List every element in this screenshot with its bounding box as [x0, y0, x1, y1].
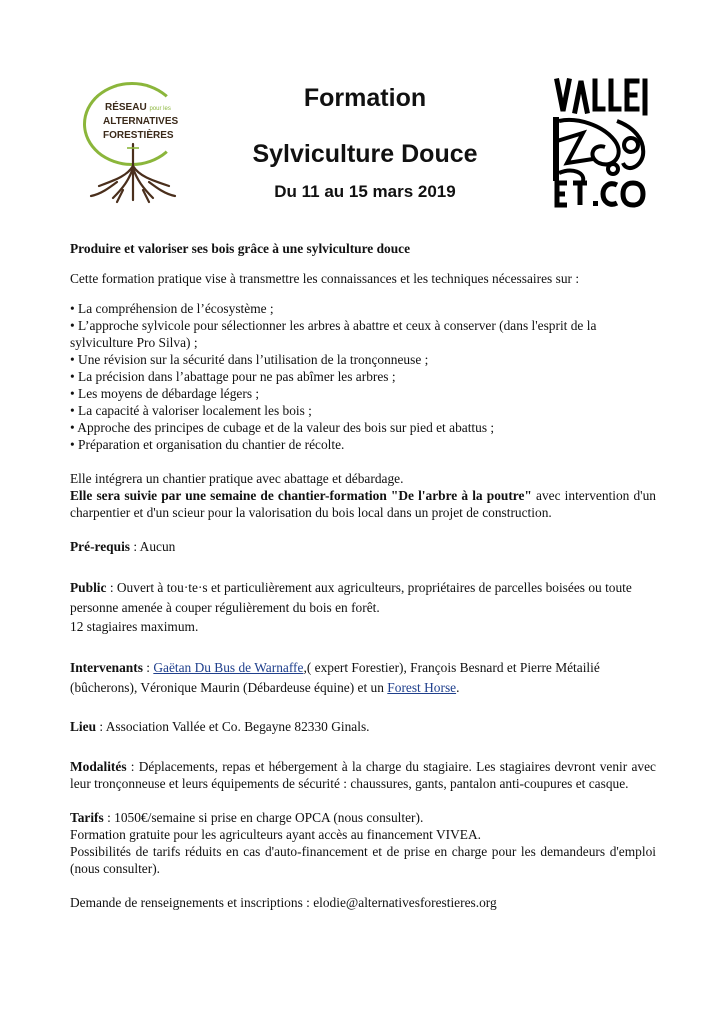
- logo-line-3: FORESTIÈRES: [103, 130, 174, 141]
- logo-line-1: RÉSEAU pour les: [105, 102, 171, 113]
- intro-paragraph: Cette formation pratique vise à transmettre les connaissances et les techniques nécessaires sur :: [70, 271, 580, 286]
- list-item: • Les moyens de débardage légers ;: [70, 386, 260, 401]
- list-item: • La capacité à valoriser localement les bois ;: [70, 403, 312, 418]
- list-item: • Préparation et organisation du chantier de récolte.: [70, 437, 345, 452]
- intervenants-label: Intervenants: [70, 660, 143, 675]
- public-label: Public: [70, 580, 107, 595]
- suivie-bold-text: Elle sera suivie par une semaine de chantier-formation "De l'arbre à la poutre": [70, 488, 532, 503]
- public-value: : Ouvert à tou·te·s et particulièrement aux agriculteurs, propriétaires de parcelles boisées ou toute personne amenée à couper régulièrement du bois en forêt.: [70, 580, 632, 615]
- public-max-line: 12 stagiaires maximum.: [70, 619, 199, 634]
- vallee-et-co-logo: [553, 77, 651, 209]
- suivie-rest-text: avec intervention d'un charpentier et d'un scieur pour la valorisation du bois local dans un projet de construction.: [70, 488, 656, 520]
- document-body: [70, 240, 656, 911]
- list-item: • Une révision sur la sécurité dans l’utilisation de la tronçonneuse ;: [70, 352, 429, 367]
- lieu-value: : Association Vallée et Co. Begayne 82330 Ginals.: [96, 719, 370, 734]
- prerequis-label: Pré-requis: [70, 539, 130, 554]
- chantier-line: Elle intégrera un chantier pratique avec abattage et débardage.: [70, 471, 404, 486]
- section-heading: Produire et valoriser ses bois grâce à une sylviculture douce: [70, 241, 411, 256]
- tarifs-label: Tarifs: [70, 810, 104, 825]
- public-paragraph: [70, 578, 656, 618]
- tarifs-line: [70, 809, 656, 826]
- modalites-paragraph: [70, 758, 656, 792]
- page-title-formation: Formation: [303, 84, 427, 112]
- modalites-label: Modalités: [70, 759, 127, 774]
- lieu-label: Lieu: [70, 719, 97, 734]
- tarifs-line-3: Possibilités de tarifs réduits en cas d'auto-financement et de prise en charge pour les demandeurs d'emploi (nous consulter).: [70, 844, 656, 876]
- prerequis-value: : Aucun: [130, 539, 176, 554]
- list-item: • La précision dans l’abattage pour ne pas abîmer les arbres ;: [70, 369, 396, 384]
- lieu-line: [70, 718, 656, 735]
- list-item: • Approche des principes de cubage et de la valeur des bois sur pied et abattus ;: [70, 420, 495, 435]
- topics-list: [70, 300, 656, 453]
- intervenant-link-gaetan[interactable]: Gaëtan Du Bus de Warnaffe: [153, 660, 304, 675]
- list-item: • La compréhension de l’écosystème ;: [70, 301, 274, 316]
- contact-line: Demande de renseignements et inscriptions : elodie@alternativesforestieres.org: [70, 895, 497, 910]
- intervenants-paragraph: Intervenants : Gaëtan Du Bus de Warnaffe,( expert Forestier), François Besnard et Pierre Métailié (bûcherons), Véronique Maurin (Débardeuse équine) et un Forest Horse.: [70, 660, 600, 695]
- page-title-sylviculture: Sylviculture Douce: [252, 140, 478, 168]
- suivie-paragraph: [70, 487, 656, 521]
- prerequis-line: [70, 538, 656, 555]
- reseau-alternatives-forestieres-logo: [75, 80, 190, 208]
- training-dates: Du 11 au 15 mars 2019: [274, 182, 456, 201]
- forest-horse-link[interactable]: Forest Horse: [387, 680, 457, 695]
- logo-line-2: ALTERNATIVES: [103, 116, 179, 127]
- tarifs-value: : 1050€/semaine si prise en charge OPCA (nous consulter).: [103, 810, 424, 825]
- tarifs-line-2: Formation gratuite pour les agriculteurs ayant accès au financement VIVEA.: [70, 827, 481, 842]
- modalites-value: : Déplacements, repas et hébergement à la charge du stagiaire. Les stagiaires devront venir avec leur tronçonneuse et leurs équipements de sécurité : chaussures, gants, pantalon anti-coupures et casque.: [70, 759, 656, 791]
- list-item: • L’approche sylvicole pour sélectionner les arbres à abattre et ceux à conserver (dans l'esprit de la sylviculture Pro Silva) ;: [70, 318, 597, 350]
- tree-roots-icon: [87, 142, 179, 204]
